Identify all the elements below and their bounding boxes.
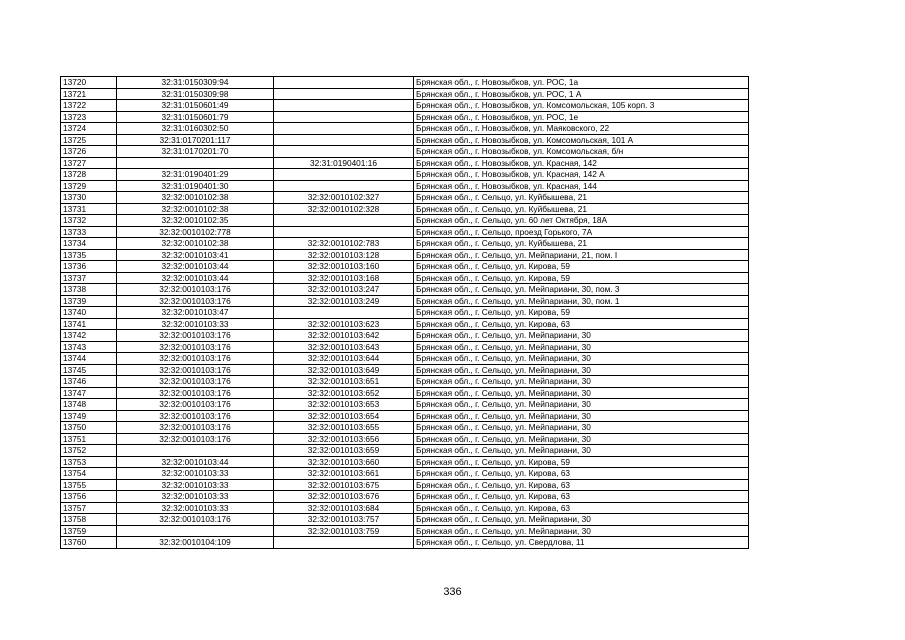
table-row — [61, 134, 749, 146]
table-cell-col-cad2: 32:32:0010103:676 — [274, 491, 414, 503]
table-cell-col-cad1: 32:32:0010104:109 — [117, 537, 274, 549]
table-cell-col-addr: Брянская обл., г. Новозыбков, ул. Красная, 142 А — [414, 169, 749, 181]
table-cell-col-num: 13724 — [61, 123, 117, 135]
table-cell-col-cad1: 32:32:0010103:44 — [117, 456, 274, 468]
table-cell-col-addr: Брянская обл., г. Сельцо, ул. Мейпариани, 30 — [414, 387, 749, 399]
table-cell-col-addr: Брянская обл., г. Сельцо, ул. Мейпариани, 30 — [414, 376, 749, 388]
table-cell-col-addr: Брянская обл., г. Сельцо, ул. Мейпариани, 30 — [414, 433, 749, 445]
table-cell-col-cad2 — [274, 123, 414, 135]
table-cell-col-num: 13760 — [61, 537, 117, 549]
table-cell-col-num: 13748 — [61, 399, 117, 411]
table-row — [61, 318, 749, 330]
table-row — [61, 387, 749, 399]
table-cell-col-addr: Брянская обл., г. Новозыбков, ул. Красная, 142 — [414, 157, 749, 169]
table-row — [61, 502, 749, 514]
table-row — [61, 123, 749, 135]
table-row — [61, 284, 749, 296]
table-cell-col-addr: Брянская обл., г. Сельцо, ул. Мейпариани, 30 — [414, 514, 749, 526]
table-cell-col-cad1: 32:32:0010103:176 — [117, 341, 274, 353]
table-cell-col-cad2: 32:32:0010103:249 — [274, 295, 414, 307]
table-row — [61, 203, 749, 215]
table-cell-col-addr: Брянская обл., г. Сельцо, ул. Кирова, 59 — [414, 261, 749, 273]
table-row — [61, 180, 749, 192]
table-cell-col-addr: Брянская обл., г. Сельцо, ул. Мейпариани, 30 — [414, 399, 749, 411]
table-cell-col-cad2: 32:32:0010103:160 — [274, 261, 414, 273]
table-cell-col-cad2: 32:31:0190401:16 — [274, 157, 414, 169]
table-cell-col-num: 13744 — [61, 353, 117, 365]
page-number: 336 — [443, 586, 462, 598]
table-cell-col-cad2 — [274, 77, 414, 89]
table-cell-col-cad1: 32:32:0010102:35 — [117, 215, 274, 227]
table-cell-col-cad1: 32:32:0010103:176 — [117, 433, 274, 445]
table-cell-col-num: 13737 — [61, 272, 117, 284]
table-cell-col-cad2 — [274, 169, 414, 181]
table-row — [61, 468, 749, 480]
table-cell-col-num: 13743 — [61, 341, 117, 353]
table-cell-col-cad1: 32:32:0010103:33 — [117, 479, 274, 491]
table-cell-col-cad1: 32:32:0010103:176 — [117, 514, 274, 526]
table-cell-col-cad2: 32:32:0010103:623 — [274, 318, 414, 330]
table-cell-col-cad1: 32:31:0150601:49 — [117, 100, 274, 112]
table-cell-col-num: 13752 — [61, 445, 117, 457]
table-cell-col-addr: Брянская обл., г. Сельцо, ул. Кирова, 63 — [414, 318, 749, 330]
table-cell-col-num: 13734 — [61, 238, 117, 250]
table-cell-col-cad1: 32:32:0010103:176 — [117, 387, 274, 399]
table-cell-col-cad2 — [274, 537, 414, 549]
table-cell-col-num: 13745 — [61, 364, 117, 376]
table-cell-col-num: 13720 — [61, 77, 117, 89]
table-cell-col-cad1: 32:32:0010103:176 — [117, 410, 274, 422]
table-cell-col-cad1: 32:32:0010102:778 — [117, 226, 274, 238]
table-cell-col-addr: Брянская обл., г. Сельцо, ул. Мейпариани, 30, пом. 1 — [414, 295, 749, 307]
table-cell-col-cad1: 32:31:0150309:94 — [117, 77, 274, 89]
table-cell-col-num: 13754 — [61, 468, 117, 480]
table-cell-col-cad2: 32:32:0010103:660 — [274, 456, 414, 468]
table-cell-col-num: 13756 — [61, 491, 117, 503]
table-row — [61, 226, 749, 238]
table-cell-col-cad2: 32:32:0010103:128 — [274, 249, 414, 261]
table-cell-col-cad1: 32:31:0190401:30 — [117, 180, 274, 192]
table-cell-col-addr: Брянская обл., г. Сельцо, ул. Свердлова, 11 — [414, 537, 749, 549]
table-cell-col-addr: Брянская обл., г. Сельцо, ул. Мейпариани, 21, пом. I — [414, 249, 749, 261]
table-cell-col-addr: Брянская обл., г. Сельцо, ул. Мейпариани, 30 — [414, 341, 749, 353]
table-cell-col-addr: Брянская обл., г. Сельцо, ул. Мейпариани, 30 — [414, 410, 749, 422]
table-cell-col-cad1: 32:32:0010103:176 — [117, 353, 274, 365]
table-cell-col-num: 13747 — [61, 387, 117, 399]
table-row — [61, 456, 749, 468]
table-cell-col-addr: Брянская обл., г. Новозыбков, ул. РОС, 1а — [414, 77, 749, 89]
table-cell-col-cad2: 32:32:0010103:168 — [274, 272, 414, 284]
table-cell-col-cad1: 32:32:0010103:33 — [117, 502, 274, 514]
table-cell-col-num: 13733 — [61, 226, 117, 238]
table-row — [61, 364, 749, 376]
table-cell-col-cad1: 32:31:0170201:117 — [117, 134, 274, 146]
table-cell-col-cad1: 32:31:0170201:70 — [117, 146, 274, 158]
table-row — [61, 537, 749, 549]
table-row — [61, 525, 749, 537]
table-cell-col-cad1: 32:32:0010103:176 — [117, 376, 274, 388]
table-row — [61, 157, 749, 169]
table-cell-col-cad2 — [274, 226, 414, 238]
table-cell-col-cad2: 32:32:0010103:643 — [274, 341, 414, 353]
table-cell-col-cad2: 32:32:0010103:661 — [274, 468, 414, 480]
table-cell-col-addr: Брянская обл., г. Сельцо, ул. Куйбышева, 21 — [414, 203, 749, 215]
table-cell-col-cad2: 32:32:0010103:644 — [274, 353, 414, 365]
table-cell-col-cad1: 32:32:0010103:176 — [117, 284, 274, 296]
table-cell-col-cad1: 32:32:0010103:176 — [117, 295, 274, 307]
table-cell-col-num: 13725 — [61, 134, 117, 146]
table-row — [61, 307, 749, 319]
table-cell-col-num: 13735 — [61, 249, 117, 261]
table-cell-col-addr: Брянская обл., г. Сельцо, ул. Кирова, 63 — [414, 468, 749, 480]
table-cell-col-num: 13721 — [61, 88, 117, 100]
table-cell-col-cad1: 32:32:0010103:33 — [117, 491, 274, 503]
property-table-body — [61, 77, 749, 549]
table-cell-col-cad2: 32:32:0010102:328 — [274, 203, 414, 215]
table-cell-col-cad2 — [274, 134, 414, 146]
table-row — [61, 146, 749, 158]
table-cell-col-addr: Брянская обл., г. Сельцо, ул. Куйбышева, 21 — [414, 192, 749, 204]
table-cell-col-cad1 — [117, 445, 274, 457]
table-cell-col-num: 13738 — [61, 284, 117, 296]
table-cell-col-cad1: 32:32:0010102:38 — [117, 192, 274, 204]
table-row — [61, 261, 749, 273]
table-row — [61, 376, 749, 388]
table-cell-col-cad1: 32:32:0010103:33 — [117, 468, 274, 480]
table-row — [61, 422, 749, 434]
table-cell-col-addr: Брянская обл., г. Сельцо, ул. Кирова, 63 — [414, 491, 749, 503]
table-row — [61, 353, 749, 365]
table-cell-col-cad1 — [117, 157, 274, 169]
table-row — [61, 445, 749, 457]
table-row — [61, 169, 749, 181]
table-cell-col-cad2 — [274, 146, 414, 158]
table-row — [61, 111, 749, 123]
table-cell-col-addr: Брянская обл., г. Сельцо, ул. Кирова, 59 — [414, 272, 749, 284]
table-cell-col-cad2 — [274, 111, 414, 123]
table-cell-col-addr: Брянская обл., г. Сельцо, ул. Мейпариани, 30 — [414, 364, 749, 376]
table-cell-col-num: 13749 — [61, 410, 117, 422]
table-cell-col-num: 13736 — [61, 261, 117, 273]
table-cell-col-num: 13759 — [61, 525, 117, 537]
table-cell-col-cad1: 32:32:0010102:38 — [117, 203, 274, 215]
table-cell-col-cad2: 32:32:0010103:659 — [274, 445, 414, 457]
table-cell-col-cad1: 32:31:0150309:98 — [117, 88, 274, 100]
table-row — [61, 479, 749, 491]
table-cell-col-num: 13727 — [61, 157, 117, 169]
table-cell-col-cad1: 32:32:0010103:176 — [117, 364, 274, 376]
table-cell-col-addr: Брянская обл., г. Новозыбков, ул. Маяковского, 22 — [414, 123, 749, 135]
table-cell-col-num: 13751 — [61, 433, 117, 445]
table-cell-col-cad2: 32:32:0010102:783 — [274, 238, 414, 250]
table-row — [61, 491, 749, 503]
table-cell-col-cad1: 32:32:0010103:176 — [117, 422, 274, 434]
table-cell-col-addr: Брянская обл., г. Новозыбков, ул. Комсомольская, 101 А — [414, 134, 749, 146]
table-cell-col-cad2 — [274, 88, 414, 100]
table-cell-col-addr: Брянская обл., г. Сельцо, ул. Кирова, 63 — [414, 479, 749, 491]
table-cell-col-cad1: 32:32:0010103:41 — [117, 249, 274, 261]
table-cell-col-cad2: 32:32:0010103:642 — [274, 330, 414, 342]
table-row — [61, 77, 749, 89]
table-cell-col-num: 13728 — [61, 169, 117, 181]
table-cell-col-cad1: 32:32:0010103:44 — [117, 272, 274, 284]
table-cell-col-cad2: 32:32:0010103:675 — [274, 479, 414, 491]
table-cell-col-num: 13723 — [61, 111, 117, 123]
table-cell-col-addr: Брянская обл., г. Сельцо, ул. Мейпариани, 30 — [414, 330, 749, 342]
table-cell-col-num: 13753 — [61, 456, 117, 468]
table-cell-col-addr: Брянская обл., г. Новозыбков, ул. Комсомольская, 105 корп. 3 — [414, 100, 749, 112]
table-cell-col-num: 13741 — [61, 318, 117, 330]
table-cell-col-cad2: 32:32:0010103:684 — [274, 502, 414, 514]
table-row — [61, 272, 749, 284]
table-cell-col-addr: Брянская обл., г. Сельцо, ул. Мейпариани, 30, пом. 3 — [414, 284, 749, 296]
table-cell-col-num: 13730 — [61, 192, 117, 204]
table-cell-col-cad2: 32:32:0010103:651 — [274, 376, 414, 388]
table-cell-col-num: 13731 — [61, 203, 117, 215]
table-cell-col-cad1: 32:32:0010103:176 — [117, 330, 274, 342]
table-row — [61, 410, 749, 422]
table-cell-col-num: 13742 — [61, 330, 117, 342]
table-cell-col-cad2: 32:32:0010103:654 — [274, 410, 414, 422]
table-cell-col-num: 13740 — [61, 307, 117, 319]
table-cell-col-num: 13739 — [61, 295, 117, 307]
table-cell-col-addr: Брянская обл., г. Новозыбков, ул. Красная, 144 — [414, 180, 749, 192]
table-row — [61, 88, 749, 100]
table-cell-col-cad1: 32:32:0010103:47 — [117, 307, 274, 319]
table-cell-col-num: 13758 — [61, 514, 117, 526]
table-cell-col-cad2: 32:32:0010103:759 — [274, 525, 414, 537]
table-row — [61, 249, 749, 261]
table-cell-col-cad2: 32:32:0010103:247 — [274, 284, 414, 296]
table-cell-col-cad1: 32:31:0150601:79 — [117, 111, 274, 123]
table-cell-col-cad1: 32:32:0010103:176 — [117, 399, 274, 411]
table-cell-col-num: 13732 — [61, 215, 117, 227]
table-row — [61, 238, 749, 250]
table-cell-col-cad1: 32:32:0010103:44 — [117, 261, 274, 273]
table-cell-col-cad2: 32:32:0010103:649 — [274, 364, 414, 376]
table-row — [61, 433, 749, 445]
table-cell-col-addr: Брянская обл., г. Сельцо, ул. 60 лет Октября, 18А — [414, 215, 749, 227]
table-cell-col-num: 13726 — [61, 146, 117, 158]
table-cell-col-cad2 — [274, 180, 414, 192]
table-cell-col-cad1: 32:31:0160302:50 — [117, 123, 274, 135]
table-cell-col-addr: Брянская обл., г. Сельцо, проезд Горького, 7А — [414, 226, 749, 238]
table-cell-col-addr: Брянская обл., г. Новозыбков, ул. РОС, 1 А — [414, 88, 749, 100]
property-table — [60, 76, 749, 549]
table-cell-col-cad1 — [117, 525, 274, 537]
table-cell-col-addr: Брянская обл., г. Новозыбков, ул. РОС, 1е — [414, 111, 749, 123]
table-cell-col-addr: Брянская обл., г. Сельцо, ул. Куйбышева, 21 — [414, 238, 749, 250]
table-row — [61, 215, 749, 227]
table-cell-col-cad2: 32:32:0010103:757 — [274, 514, 414, 526]
table-cell-col-cad2 — [274, 307, 414, 319]
table-cell-col-num: 13722 — [61, 100, 117, 112]
table-cell-col-addr: Брянская обл., г. Сельцо, ул. Кирова, 59 — [414, 456, 749, 468]
table-cell-col-cad1: 32:32:0010103:33 — [117, 318, 274, 330]
table-cell-col-addr: Брянская обл., г. Сельцо, ул. Мейпариани, 30 — [414, 445, 749, 457]
table-cell-col-addr: Брянская обл., г. Сельцо, ул. Мейпариани, 30 — [414, 525, 749, 537]
table-row — [61, 341, 749, 353]
table-row — [61, 399, 749, 411]
table-row — [61, 295, 749, 307]
table-row — [61, 100, 749, 112]
table-cell-col-cad2: 32:32:0010103:652 — [274, 387, 414, 399]
table-cell-col-cad2: 32:32:0010103:656 — [274, 433, 414, 445]
table-cell-col-cad2: 32:32:0010102:327 — [274, 192, 414, 204]
table-cell-col-num: 13746 — [61, 376, 117, 388]
table-cell-col-addr: Брянская обл., г. Сельцо, ул. Мейпариани, 30 — [414, 422, 749, 434]
table-cell-col-cad2: 32:32:0010103:655 — [274, 422, 414, 434]
table-cell-col-cad2: 32:32:0010103:653 — [274, 399, 414, 411]
table-cell-col-addr: Брянская обл., г. Сельцо, ул. Кирова, 63 — [414, 502, 749, 514]
table-cell-col-cad2 — [274, 100, 414, 112]
table-cell-col-num: 13755 — [61, 479, 117, 491]
table-row — [61, 514, 749, 526]
table-cell-col-num: 13757 — [61, 502, 117, 514]
table-cell-col-addr: Брянская обл., г. Сельцо, ул. Кирова, 59 — [414, 307, 749, 319]
table-cell-col-addr: Брянская обл., г. Сельцо, ул. Мейпариани, 30 — [414, 353, 749, 365]
table-cell-col-cad2 — [274, 215, 414, 227]
table-cell-col-addr: Брянская обл., г. Новозыбков, ул. Комсомольская, б/н — [414, 146, 749, 158]
table-row — [61, 192, 749, 204]
table-cell-col-cad1: 32:32:0010102:38 — [117, 238, 274, 250]
table-cell-col-cad1: 32:31:0190401:29 — [117, 169, 274, 181]
table-cell-col-num: 13729 — [61, 180, 117, 192]
table-row — [61, 330, 749, 342]
table-cell-col-num: 13750 — [61, 422, 117, 434]
